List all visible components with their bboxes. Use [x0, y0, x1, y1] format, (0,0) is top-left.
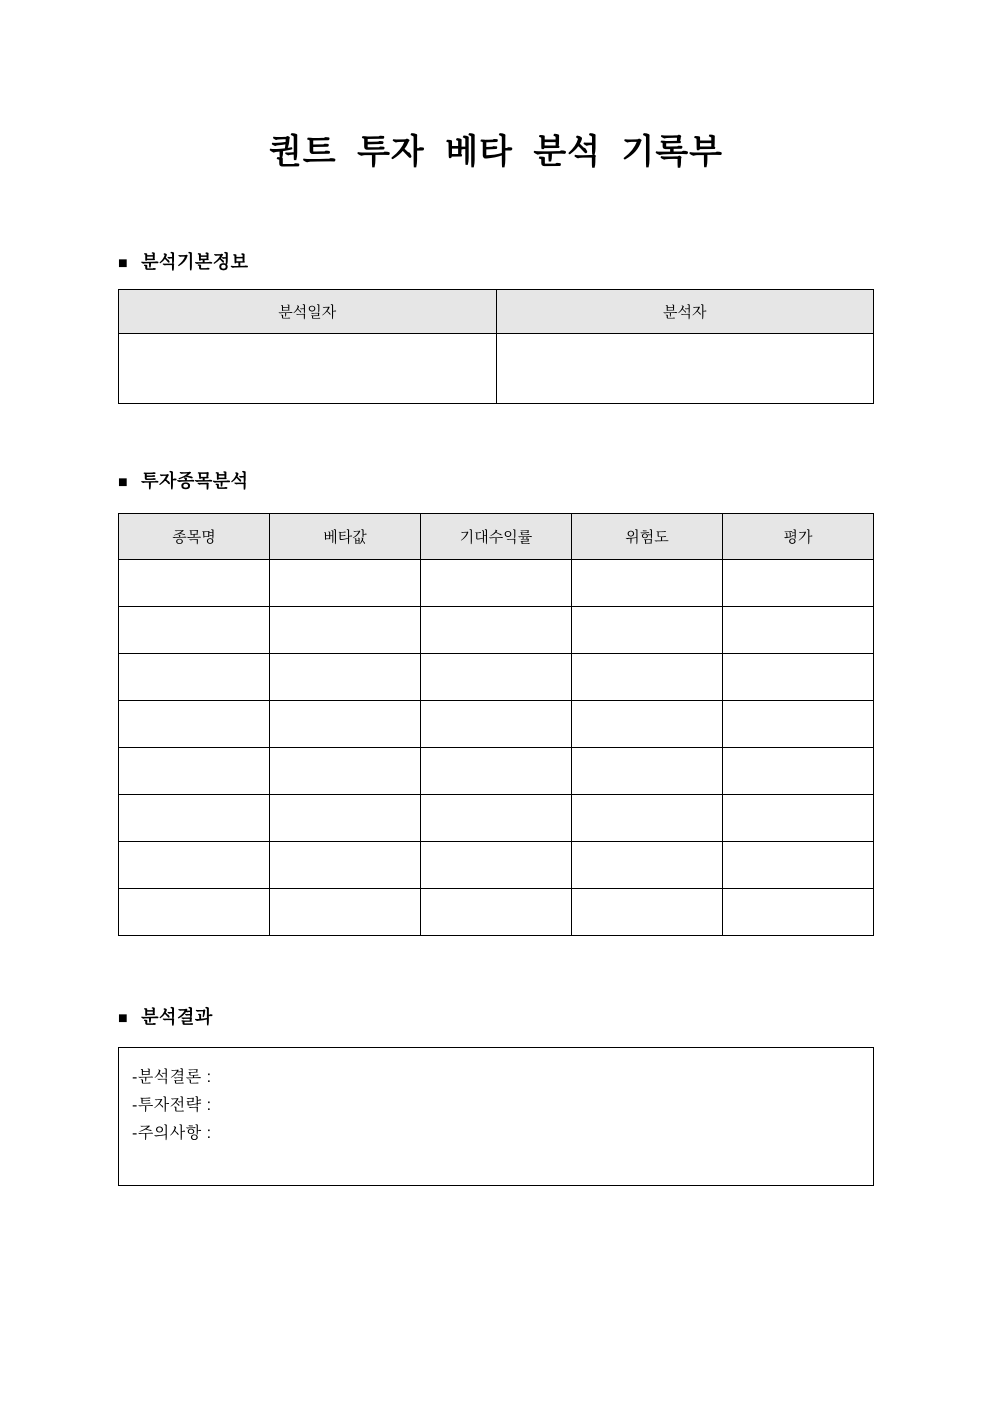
table-cell [572, 654, 723, 701]
section-heading-basic-info-label: 분석기본정보 [141, 252, 249, 272]
table-row [119, 654, 874, 701]
table-row [119, 842, 874, 889]
section-heading-results-label: 분석결과 [141, 1007, 213, 1027]
table-cell [421, 560, 572, 607]
table-cell [723, 654, 874, 701]
table-cell [270, 795, 421, 842]
table-cell [119, 607, 270, 654]
section-heading-basic-info [118, 249, 874, 277]
table-cell [496, 334, 874, 404]
results-line: -분석결론 : [132, 1069, 212, 1086]
table-cell [421, 701, 572, 748]
column-header: 종목명 [119, 514, 270, 560]
table-cell [572, 795, 723, 842]
column-header: 평가 [723, 514, 874, 560]
table-cell [119, 795, 270, 842]
square-bullet-icon: ■ [118, 1010, 129, 1027]
table-row [119, 560, 874, 607]
table-cell [119, 654, 270, 701]
basic-info-table [118, 289, 874, 404]
section-heading-results [118, 1004, 874, 1032]
table-cell [572, 889, 723, 936]
table-cell [572, 560, 723, 607]
results-line: -투자전략 : [132, 1097, 212, 1114]
table-cell [119, 701, 270, 748]
table-cell [270, 560, 421, 607]
table-cell [270, 842, 421, 889]
table-cell [723, 889, 874, 936]
table-cell [572, 607, 723, 654]
table-cell [421, 654, 572, 701]
table-cell [119, 748, 270, 795]
table-row [119, 607, 874, 654]
table-cell [270, 701, 421, 748]
column-header: 위험도 [572, 514, 723, 560]
table-cell [421, 889, 572, 936]
table-cell [119, 334, 497, 404]
document-title: 퀀트 투자 베타 분석 기록부 [268, 133, 724, 171]
basic-info-header-row [119, 290, 874, 334]
table-cell [723, 748, 874, 795]
table-cell [421, 795, 572, 842]
table-cell [723, 701, 874, 748]
table-row [119, 795, 874, 842]
results-box [118, 1047, 874, 1186]
table-row [119, 334, 874, 404]
table-cell [723, 607, 874, 654]
table-row [119, 748, 874, 795]
table-row [119, 701, 874, 748]
table-cell [572, 701, 723, 748]
table-cell [421, 842, 572, 889]
table-cell [270, 607, 421, 654]
stock-analysis-header-row [119, 514, 874, 560]
square-bullet-icon: ■ [118, 255, 129, 272]
column-header: 분석일자 [119, 290, 497, 334]
stock-analysis-table [118, 513, 874, 936]
table-cell [270, 889, 421, 936]
column-header: 베타값 [270, 514, 421, 560]
table-cell [723, 560, 874, 607]
table-cell [572, 842, 723, 889]
column-header: 기대수익률 [421, 514, 572, 560]
table-cell [421, 607, 572, 654]
section-heading-stock-analysis [118, 468, 874, 496]
table-cell [119, 560, 270, 607]
table-cell [270, 654, 421, 701]
table-row [119, 889, 874, 936]
table-cell [119, 889, 270, 936]
table-cell [723, 842, 874, 889]
square-bullet-icon: ■ [118, 474, 129, 491]
table-cell [270, 748, 421, 795]
section-heading-stock-analysis-label: 투자종목분석 [141, 471, 249, 491]
table-cell [421, 748, 572, 795]
table-cell [119, 842, 270, 889]
table-cell [723, 795, 874, 842]
results-line: -주의사항 : [132, 1125, 212, 1142]
table-cell [572, 748, 723, 795]
column-header: 분석자 [496, 290, 874, 334]
